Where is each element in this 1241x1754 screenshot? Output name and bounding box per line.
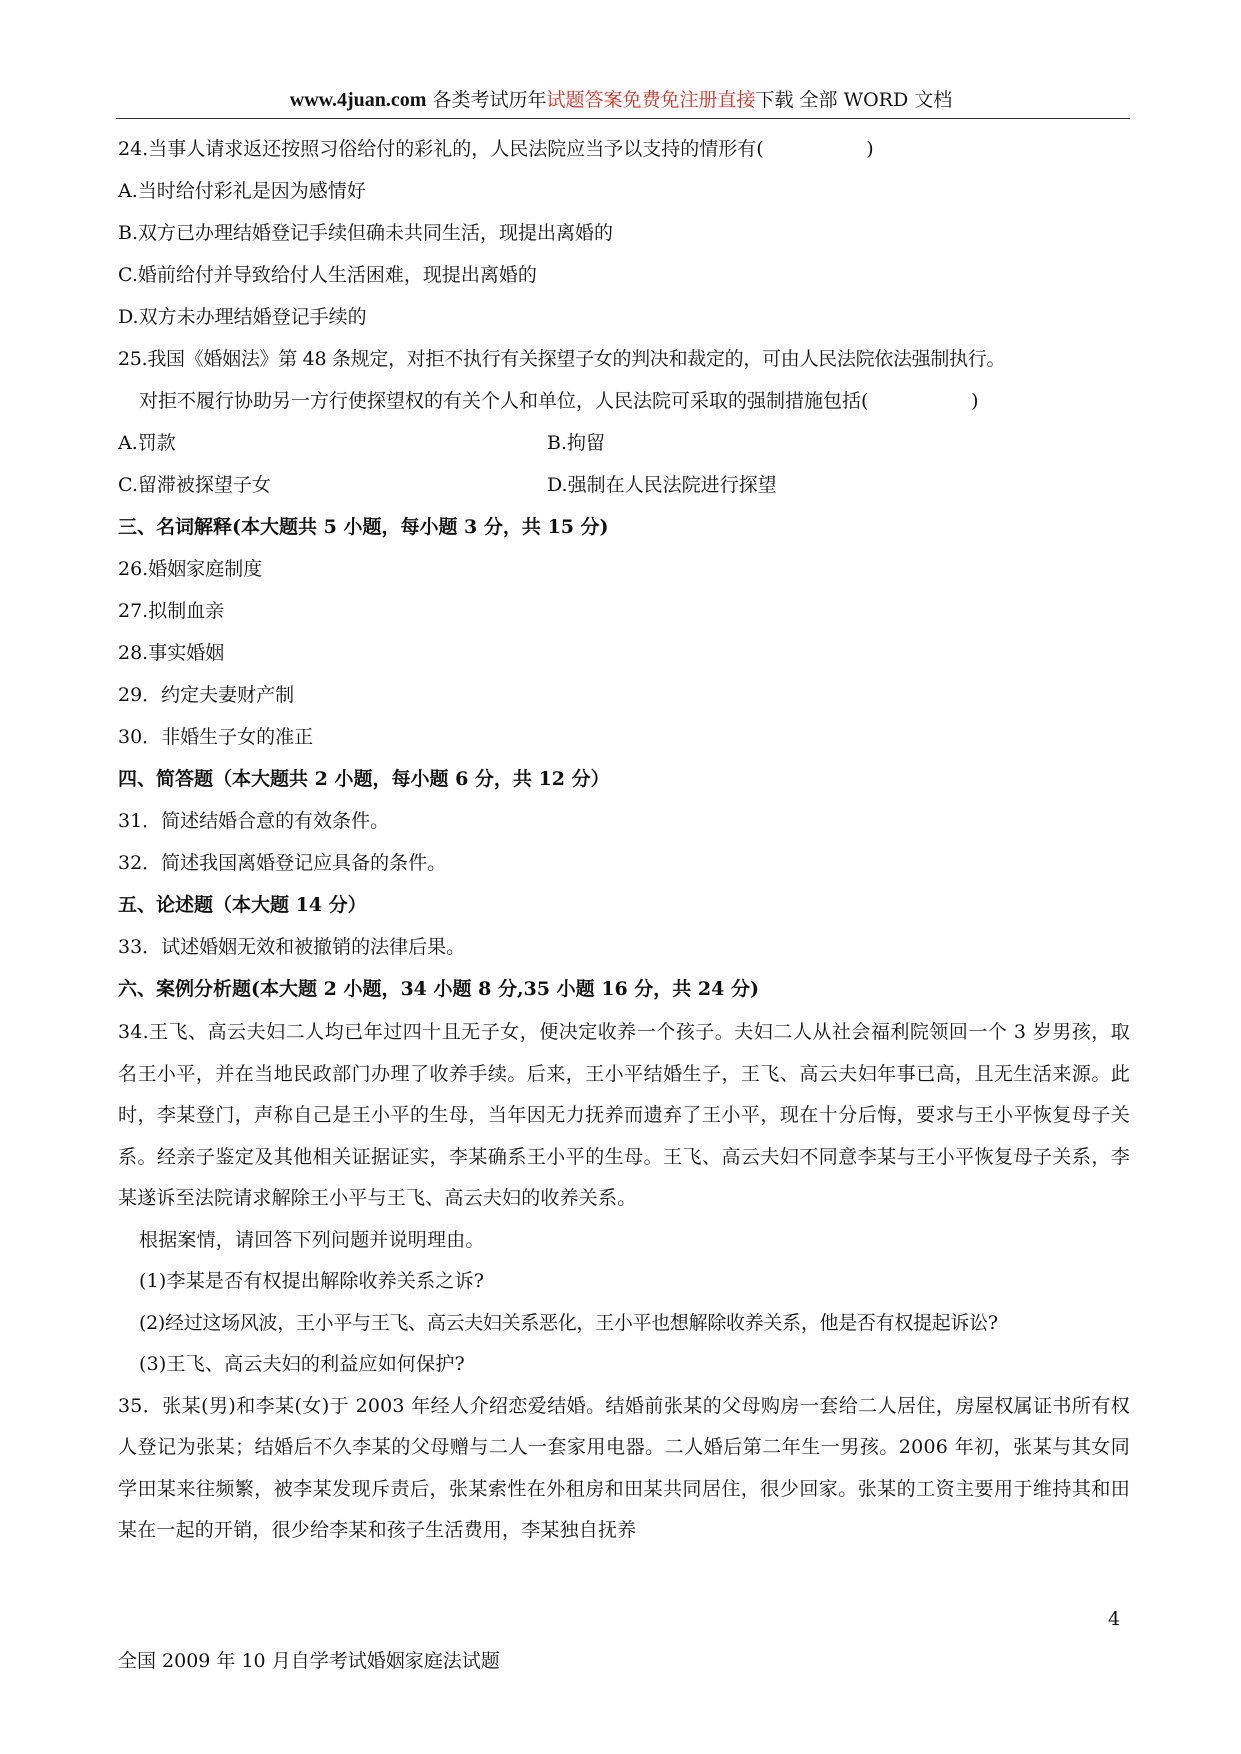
section5-title: 五、论述题（本大题 14 分） xyxy=(118,894,367,916)
q24-option-c: C.婚前给付并导致给付人生活困难，现提出离婚的 xyxy=(118,264,537,286)
q24-option-d: D.双方未办理结婚登记手续的 xyxy=(118,306,367,328)
q33: 33．试述婚姻无效和被撤销的法律后果。 xyxy=(118,936,466,958)
q25-stem-line2: 对拒不履行协助另一方行使探望权的有关个人和单位，人民法院可采取的强制措施包括( ) xyxy=(139,390,979,412)
q25-stem-line1: 25.我国《婚姻法》第 48 条规定，对拒不执行有关探望子女的判决和裁定的，可由人民法院依法强制执行。 xyxy=(118,348,1006,370)
document-body xyxy=(118,134,1130,1552)
q25-options-row1 xyxy=(118,428,1130,470)
q24-stem: 24.当事人请求返还按照习俗给付的彩礼的，人民法院应当予以支持的情形有( ) xyxy=(118,138,874,160)
q34-prompt: 根据案情，请回答下列问题并说明理由。 xyxy=(139,1228,485,1251)
q25-option-a: A.罚款 xyxy=(118,432,176,454)
q25-option-b: B.拘留 xyxy=(547,432,606,454)
section6-title: 六、案例分析题(本大题 2 小题，34 小题 8 分,35 小题 16 分，共 24 分) xyxy=(118,978,759,1000)
q34-question-2: (2)经过这场风波，王小平与王飞、高云夫妇关系恶化，王小平也想解除收养关系，他是否有权提起诉讼? xyxy=(139,1311,998,1334)
q34-question-1: (1)李某是否有权提出解除收养关系之诉? xyxy=(139,1270,485,1292)
q24-option-b: B.双方已办理结婚登记手续但确未共同生活，现提出离婚的 xyxy=(118,222,614,244)
page-number: 4 xyxy=(1108,1608,1121,1630)
header-text-red: 试题答案免费免注册直接 xyxy=(546,89,756,111)
q34-question-3: (3)王飞、高云夫妇的利益应如何保护? xyxy=(139,1353,465,1375)
q32: 32．简述我国离婚登记应具备的条件。 xyxy=(118,852,447,874)
q27: 27.拟制血亲 xyxy=(118,600,225,622)
q25-option-c: C.留滞被探望子女 xyxy=(118,474,271,496)
header-site-link[interactable]: www.4juan.com xyxy=(289,89,427,111)
q31: 31．简述结婚合意的有效条件。 xyxy=(118,810,390,832)
header-text-after: 下载 全部 WORD 文档 xyxy=(755,89,953,111)
q28: 28.事实婚姻 xyxy=(118,642,225,664)
q34-body: 34.王飞、高云夫妇二人均已年过四十且无子女，便决定收养一个孩子。夫妇二人从社会福利院领回一个 3 岁男孩，取名王小平，并在当地民政部门办理了收养手续。后来，王小平结婚生子，王飞、高云夫妇年事已高，且无生活来源。此时，李某登门，声称自己是王小平的生母，当年因无力抚养而遗弃了王小平，现在十分后悔，要求与王小平恢复母子关系。经亲子鉴定及其他相关证据证实，李某确系王小平的生母。王飞、高云夫妇不同意李某与王小平恢复母子关系，李某遂诉至法院请求解除王小平与王飞、高云夫妇的收养关系。 xyxy=(118,1021,1130,1209)
q26: 26.婚姻家庭制度 xyxy=(118,558,263,580)
q29: 29．约定夫妻财产制 xyxy=(118,684,295,706)
q35-body: 35．张某(男)和李某(女)于 2003 年经人介绍恋爱结婚。结婚前张某的父母购房一套给二人居住，房屋权属证书所有权人登记为张某；结婚后不久李某的父母赠与二人一套家用电器。二人婚后第二年生一男孩。2006 年初，张某与其女同学田某来往频繁，被李某发现斥责后，张某索性在外租房和田某共同居住，很少回家。张某的工资主要用于维持其和田某在一起的开销，很少给李某和孩子生活费用，李某独自抚养 xyxy=(118,1394,1130,1541)
q30: 30．非婚生子女的准正 xyxy=(118,726,314,748)
section4-title: 四、简答题（本大题共 2 小题，每小题 6 分，共 12 分） xyxy=(118,768,610,790)
header-divider xyxy=(116,118,1130,119)
section3-title: 三、名词解释(本大题共 5 小题，每小题 3 分，共 15 分) xyxy=(118,516,609,538)
header-text-before: 各类考试历年 xyxy=(426,89,547,111)
q25-options-row2 xyxy=(118,470,1130,512)
page-header xyxy=(116,88,1126,112)
q25-option-d: D.强制在人民法院进行探望 xyxy=(547,474,777,496)
q24-option-a: A.当时给付彩礼是因为感情好 xyxy=(118,180,366,202)
page-footer: 全国 2009 年 10 月自学考试婚姻家庭法试题 xyxy=(118,1650,500,1672)
